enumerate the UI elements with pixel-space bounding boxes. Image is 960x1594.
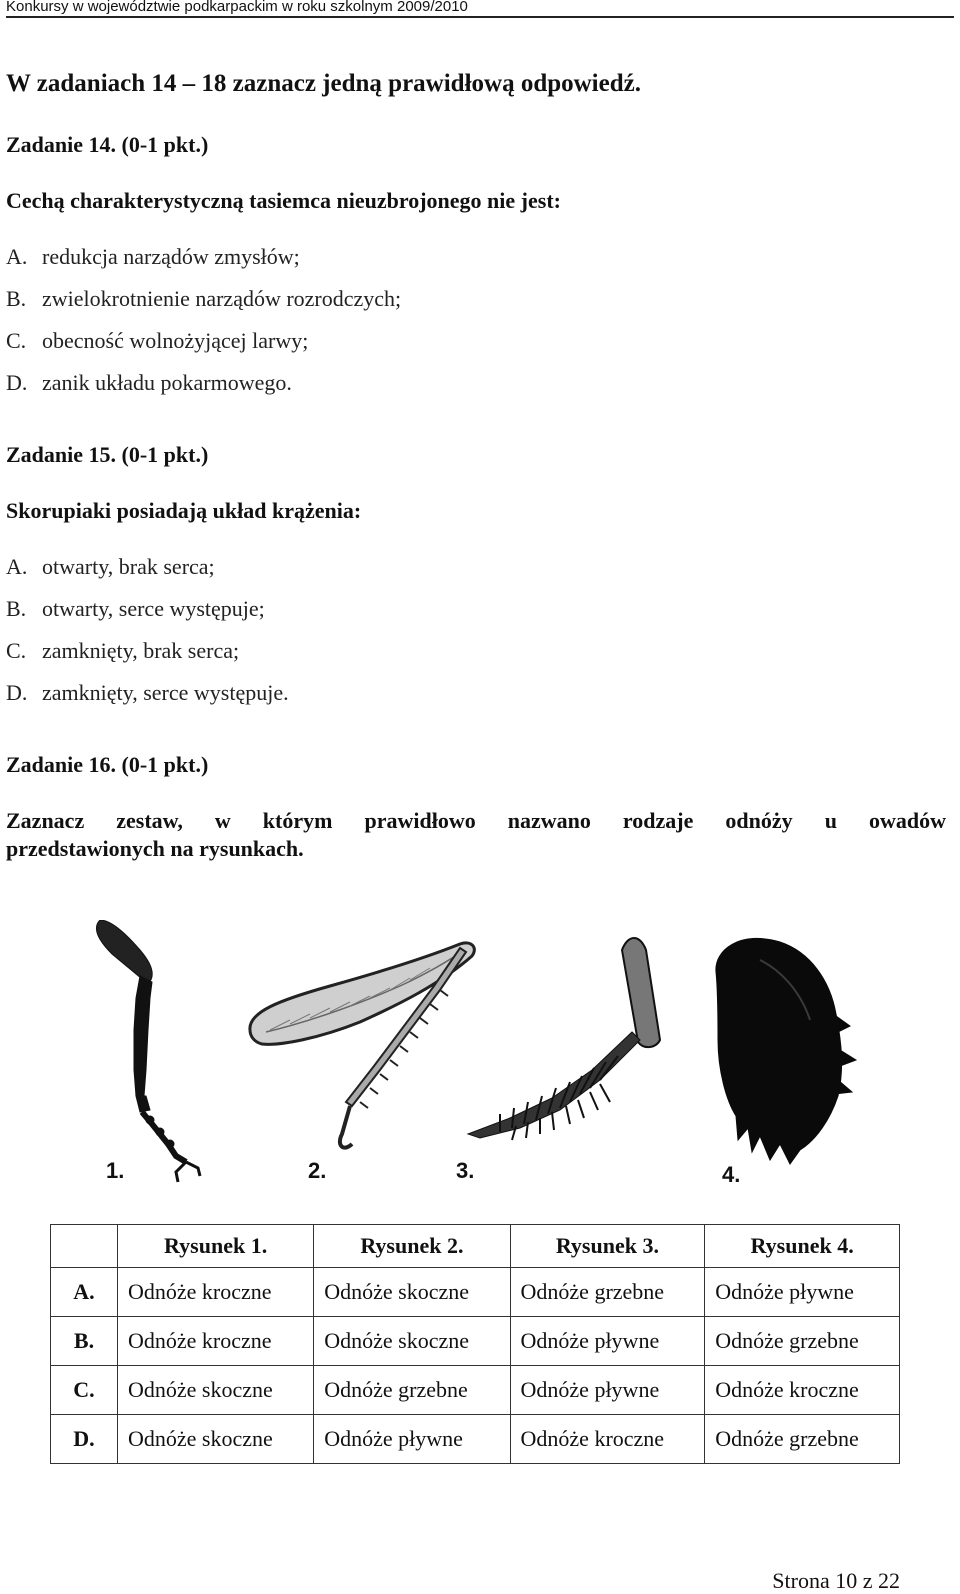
option-text: zamknięty, brak serca; <box>42 638 240 663</box>
q14-question: Cechą charakterystyczną tasiemca nieuzbrojonego nie jest: <box>6 188 561 213</box>
q15-option-d[interactable] <box>6 680 289 706</box>
table-header-row <box>51 1225 900 1268</box>
q15-option-a[interactable] <box>6 554 215 580</box>
option-letter: B. <box>6 286 27 311</box>
table-cell: Odnóże skoczne <box>314 1317 510 1366</box>
option-letter: A. <box>6 244 28 269</box>
table-row-c[interactable] <box>51 1366 900 1415</box>
q14-option-c[interactable] <box>6 328 308 354</box>
option-text: obecność wolnożyjącej larwy; <box>42 328 309 353</box>
row-label: C. <box>51 1366 118 1415</box>
leg-4-drawing <box>716 938 856 1164</box>
q16-title: Zadanie 16. (0-1 pkt.) <box>6 752 209 777</box>
option-text: zwielokrotnienie narządów rozrodczych; <box>42 286 402 311</box>
table-cell: Odnóże grzebne <box>705 1317 900 1366</box>
table-cell: Odnóże grzebne <box>705 1415 900 1464</box>
q14-option-d[interactable] <box>6 370 292 396</box>
figure-label-1: 1. <box>106 1158 125 1183</box>
table-cell: Odnóże skoczne <box>314 1268 510 1317</box>
option-text: redukcja narządów zmysłów; <box>42 244 300 269</box>
table-row-a[interactable] <box>51 1268 900 1317</box>
q16-question-line2: przedstawionych na rysunkach. <box>6 836 304 861</box>
option-text: otwarty, serce występuje; <box>42 596 265 621</box>
table-row-d[interactable] <box>51 1415 900 1464</box>
q14-option-b[interactable] <box>6 286 401 312</box>
option-letter: C. <box>6 328 27 353</box>
q15-question: Skorupiaki posiadają układ krążenia: <box>6 498 362 523</box>
row-label: D. <box>51 1415 118 1464</box>
table-cell: Odnóże kroczne <box>705 1366 900 1415</box>
option-letter: D. <box>6 370 28 395</box>
table-cell: Odnóże kroczne <box>118 1317 314 1366</box>
leg-3-drawing <box>468 938 660 1140</box>
q14-option-a[interactable] <box>6 244 300 270</box>
leg-2-drawing <box>250 943 474 1148</box>
q16-question-line1: Zaznacz zestaw, w którym prawidłowo nazwano rodzaje odnóży u owadów <box>6 808 946 833</box>
table-cell: Odnóże pływne <box>510 1317 705 1366</box>
option-text: zamknięty, serce występuje. <box>42 680 289 705</box>
table-header-cell: Rysunek 4. <box>705 1225 900 1268</box>
figure-label-3: 3. <box>456 1158 475 1183</box>
table-cell: Odnóże pływne <box>314 1415 510 1464</box>
option-letter: C. <box>6 638 27 663</box>
table-cell: Odnóże pływne <box>705 1268 900 1317</box>
option-letter: D. <box>6 680 28 705</box>
insect-legs-figure <box>0 920 960 1205</box>
option-text: otwarty, brak serca; <box>42 554 215 579</box>
q14-title: Zadanie 14. (0-1 pkt.) <box>6 132 209 157</box>
figure-label-2: 2. <box>308 1158 327 1183</box>
table-header-cell: Rysunek 2. <box>314 1225 510 1268</box>
table-cell: Odnóże grzebne <box>314 1366 510 1415</box>
table-header-cell: Rysunek 1. <box>118 1225 314 1268</box>
table-cell: Odnóże kroczne <box>510 1415 705 1464</box>
insect-legs-illustration <box>0 920 960 1205</box>
table-row-b[interactable] <box>51 1317 900 1366</box>
table-cell: Odnóże grzebne <box>510 1268 705 1317</box>
q16-answer-table <box>50 1224 900 1464</box>
page-header: Konkursy w województwie podkarpackim w roku szkolnym 2009/2010 <box>6 0 954 18</box>
instruction-heading: W zadaniach 14 – 18 zaznacz jedną prawidłową odpowiedź. <box>6 70 641 97</box>
leg-1-drawing <box>96 920 200 1182</box>
option-letter: A. <box>6 554 28 579</box>
q15-option-b[interactable] <box>6 596 265 622</box>
row-label: A. <box>51 1268 118 1317</box>
page-number: Strona 10 z 22 <box>772 1568 900 1593</box>
table-header-cell: Rysunek 3. <box>510 1225 705 1268</box>
option-text: zanik układu pokarmowego. <box>42 370 292 395</box>
figure-label-4: 4. <box>722 1162 741 1187</box>
table-cell: Odnóże kroczne <box>118 1268 314 1317</box>
table-corner-cell <box>51 1225 118 1268</box>
table-cell: Odnóże pływne <box>510 1366 705 1415</box>
table-cell: Odnóże skoczne <box>118 1366 314 1415</box>
table-cell: Odnóże skoczne <box>118 1415 314 1464</box>
q15-option-c[interactable] <box>6 638 239 664</box>
row-label: B. <box>51 1317 118 1366</box>
option-letter: B. <box>6 596 27 621</box>
q15-title: Zadanie 15. (0-1 pkt.) <box>6 442 209 467</box>
